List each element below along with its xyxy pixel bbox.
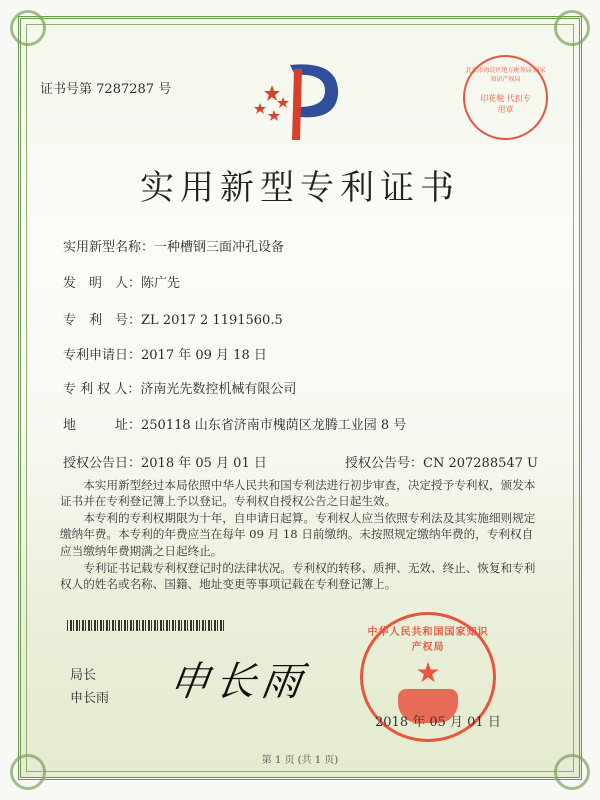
field-application-date [63,344,267,363]
field-inventor [63,272,180,291]
certificate-number-label: 证书号第 [40,82,93,97]
field-announcement-date [63,452,267,471]
director-signature [166,650,312,707]
field-value: 250118 山东省济南市槐荫区龙腾工业园 8 号 [141,418,407,433]
official-seal-text: 中华人民共和国国家知识产权局 [367,627,489,653]
field-patent-number [63,309,283,328]
field-utility-model-name [63,236,284,255]
field-label: 专 利 权 人： [63,382,141,397]
field-label: 专 利 号： [63,313,142,328]
tax-seal-center-text: 印花税 代扣专用章 [480,94,531,114]
field-label: 发 明 人： [63,276,142,291]
field-announcement-number [345,452,538,471]
page-footer: 第 1 页 (共 1 页) [261,755,339,766]
corner-ornament [554,10,590,46]
barcode [67,620,225,631]
field-label: 授权公告号： [345,456,424,471]
field-value: 陈广先 [141,276,181,291]
field-label: 实用新型名称： [63,240,155,255]
signature-text: 申长雨 [166,659,311,705]
director-name: 申长雨 [70,691,110,706]
certificate-number-suffix: 号 [158,82,172,97]
page-title: 实用新型专利证书 [140,168,460,208]
tax-seal [463,55,548,140]
field-patentee [63,378,296,397]
certificate-number-value: 7287287 [96,82,155,97]
field-value: 2017 年 09 月 18 日 [141,348,267,363]
certificate-number [40,78,171,97]
field-label: 授权公告日： [63,456,142,471]
corner-ornament [10,10,46,46]
field-label: 地 址： [63,418,142,433]
field-value: CN 207288547 U [423,456,538,471]
field-value: 一种槽钢三面冲孔设备 [154,240,285,255]
tax-seal-ring-text: 北京市海淀区地方税务局 国家知识产权局 [465,67,546,83]
body-paragraph: 本实用新型经过本局依照中华人民共和国专利法进行初步审查，决定授予专利权，颁发本证书并在专利登记簿上予以登记。专利权自授权公告之日起生效。 [60,478,536,509]
issue-date: 2018 年 05 月 01 日 [375,715,501,730]
field-address [63,414,406,433]
field-value: ZL 2017 2 1191560.5 [141,313,283,328]
sipo-logo-icon [250,55,350,145]
director-title: 局长 [70,668,97,683]
field-value: 济南光先数控机械有限公司 [140,382,297,397]
body-paragraph: 专利证书记载专利权登记时的法律状况。专利权的转移、质押、无效、终止、恢复和专利权人的姓名或名称、国籍、地址变更等事项记载在专利登记簿上。 [60,561,536,592]
field-value: 2018 年 05 月 01 日 [141,456,267,471]
field-label: 专利申请日： [63,348,142,363]
national-emblem-icon: ★ [415,656,441,689]
body-paragraph: 本专利的专利权期限为十年，自申请日起算。专利权人应当依照专利法及其实施细则规定缴纳年费。本专利的年费应当在每年 09 月 18 日前缴纳。未按照规定缴纳年费的，专利权自应当缴纳年费期满之日起终止。 [60,511,536,558]
